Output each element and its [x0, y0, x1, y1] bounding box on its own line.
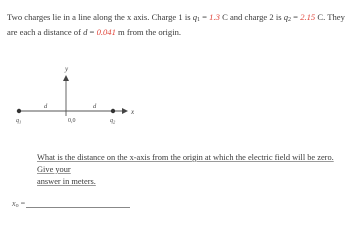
d-equals: = [87, 27, 97, 37]
q2-subscript: 2 [288, 17, 292, 23]
intro-text: Two charges lie in a line along the x axis. Charge 1 is [7, 12, 193, 22]
answer-input[interactable] [26, 207, 130, 208]
answer-var-sub: o [15, 203, 19, 209]
q2-value: 2.15 [300, 12, 316, 22]
q1-value: 1.3 [209, 12, 220, 22]
question-line-1: What is the distance on the x-axis from the origin at which the electric field will be zero. Give your [37, 153, 334, 174]
question-line-2: answer in meters. [37, 177, 96, 186]
x-axis-arrow-icon [122, 108, 128, 114]
q2-diagram-label: $q_2$ [110, 118, 116, 125]
answer-var: x [12, 199, 16, 208]
q2-symbol: q [283, 12, 289, 22]
question-text [37, 152, 342, 188]
q1-unit: C and charge 2 is [219, 12, 284, 22]
d-unit: m from the origin. [115, 27, 182, 37]
answer-label [12, 199, 25, 209]
problem-statement [7, 11, 345, 38]
d-value: 0.041 [96, 27, 116, 37]
origin-label: 0,0 [68, 118, 76, 124]
d-symbol: d [83, 27, 88, 37]
charge-diagram [0, 60, 170, 140]
q2-equals: = [291, 12, 301, 22]
answer-equals: = [18, 199, 26, 208]
q1-subscript: 1 [197, 17, 201, 23]
y-axis-label: y [65, 65, 69, 73]
charge-q1 [17, 109, 21, 113]
q2-unit: C. They are each a distance of [7, 12, 345, 37]
q1-equals: = [200, 12, 210, 22]
charge-q2 [111, 109, 115, 113]
distance-label-right: d [93, 103, 97, 110]
q1-diagram-label: $q_1$ [16, 118, 22, 125]
q1-symbol: q [192, 12, 198, 22]
distance-label-left: d [44, 103, 48, 110]
y-axis-arrow-icon [63, 75, 69, 81]
x-axis-label: x [131, 108, 135, 116]
